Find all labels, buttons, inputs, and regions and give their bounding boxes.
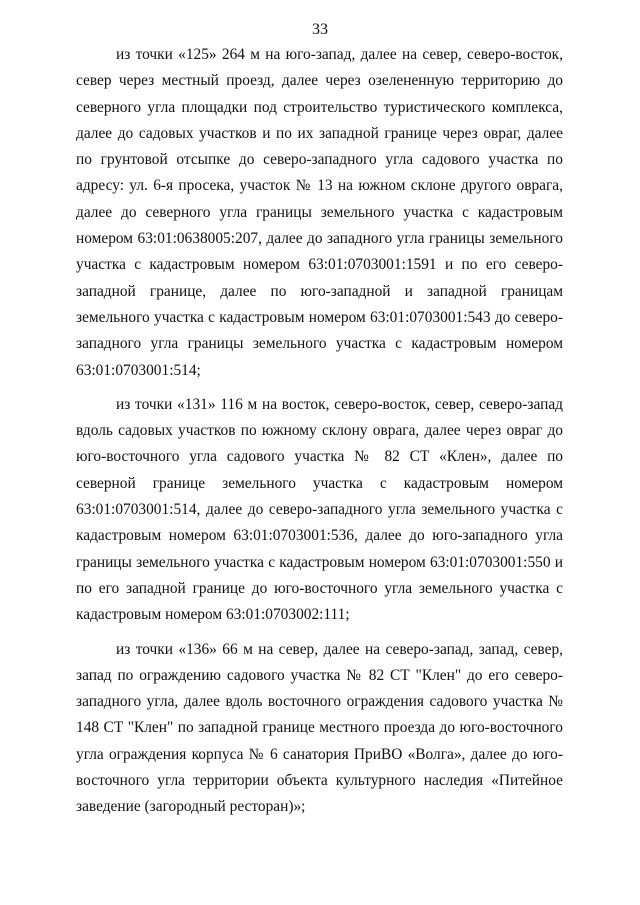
paragraph-point-136: из точки «136» 66 м на север, далее на северо-запад, запад, север, запад по ограждению садового участка № 82 СТ "Клен" до его северо-западного угла, далее вдоль восточного ограждения садового участка № 148 СТ "Клен" по западной границе местного проезда до юго-восточного угла ограждения корпуса № 6 санатория ПриВО «Волга», далее до юго-восточного угла территории объекта культурного наследия «Питейное заведение (загородный ресторан)»; [76,640,563,816]
paragraph-point-131: из точки «131» 116 м на восток, северо-восток, север, северо-запад вдоль садовых участков по южному склону оврага, далее через овраг до юго-восточного угла садового участка № 82 СТ «Клен», далее по северной границе земельного участка с кадастровым номером 63:01:0703001:514, далее до северо-западного угла земельного участка с кадастровым номером 63:01:0703001:536, далее до юго-западного угла границы земельного участка с кадастровым номером 63:01:0703001:550 и по его западной границе до юго-восточного угла земельного участка с кадастровым номером 63:01:0703002:111; [76,395,563,624]
document-body [76,42,563,829]
page-number: 33 [312,21,328,38]
paragraph-point-125: из точки «125» 264 м на юго-запад, далее на север, северо-восток, север через местный проезд, далее через озелененную территорию до северного угла площадки под строительство туристического комплекса, далее до садовых участков и по их западной границе через овраг, далее по грунтовой отсыпке до северо-западного угла садового участка по адресу: ул. 6-я просека, участок № 13 на южном склоне другого оврага, далее до северного угла границы земельного участка с кадастровым номером 63:01:0638005:207, далее до западного угла границы земельного участка с кадастровым номером 63:01:0703001:1591 и по его северо-западной границе, далее по юго-западной и западной границам земельного участка с кадастровым номером 63:01:0703001:543 до северо-западного угла границы земельного участка с кадастровым номером 63:01:0703001:514; [76,46,563,379]
